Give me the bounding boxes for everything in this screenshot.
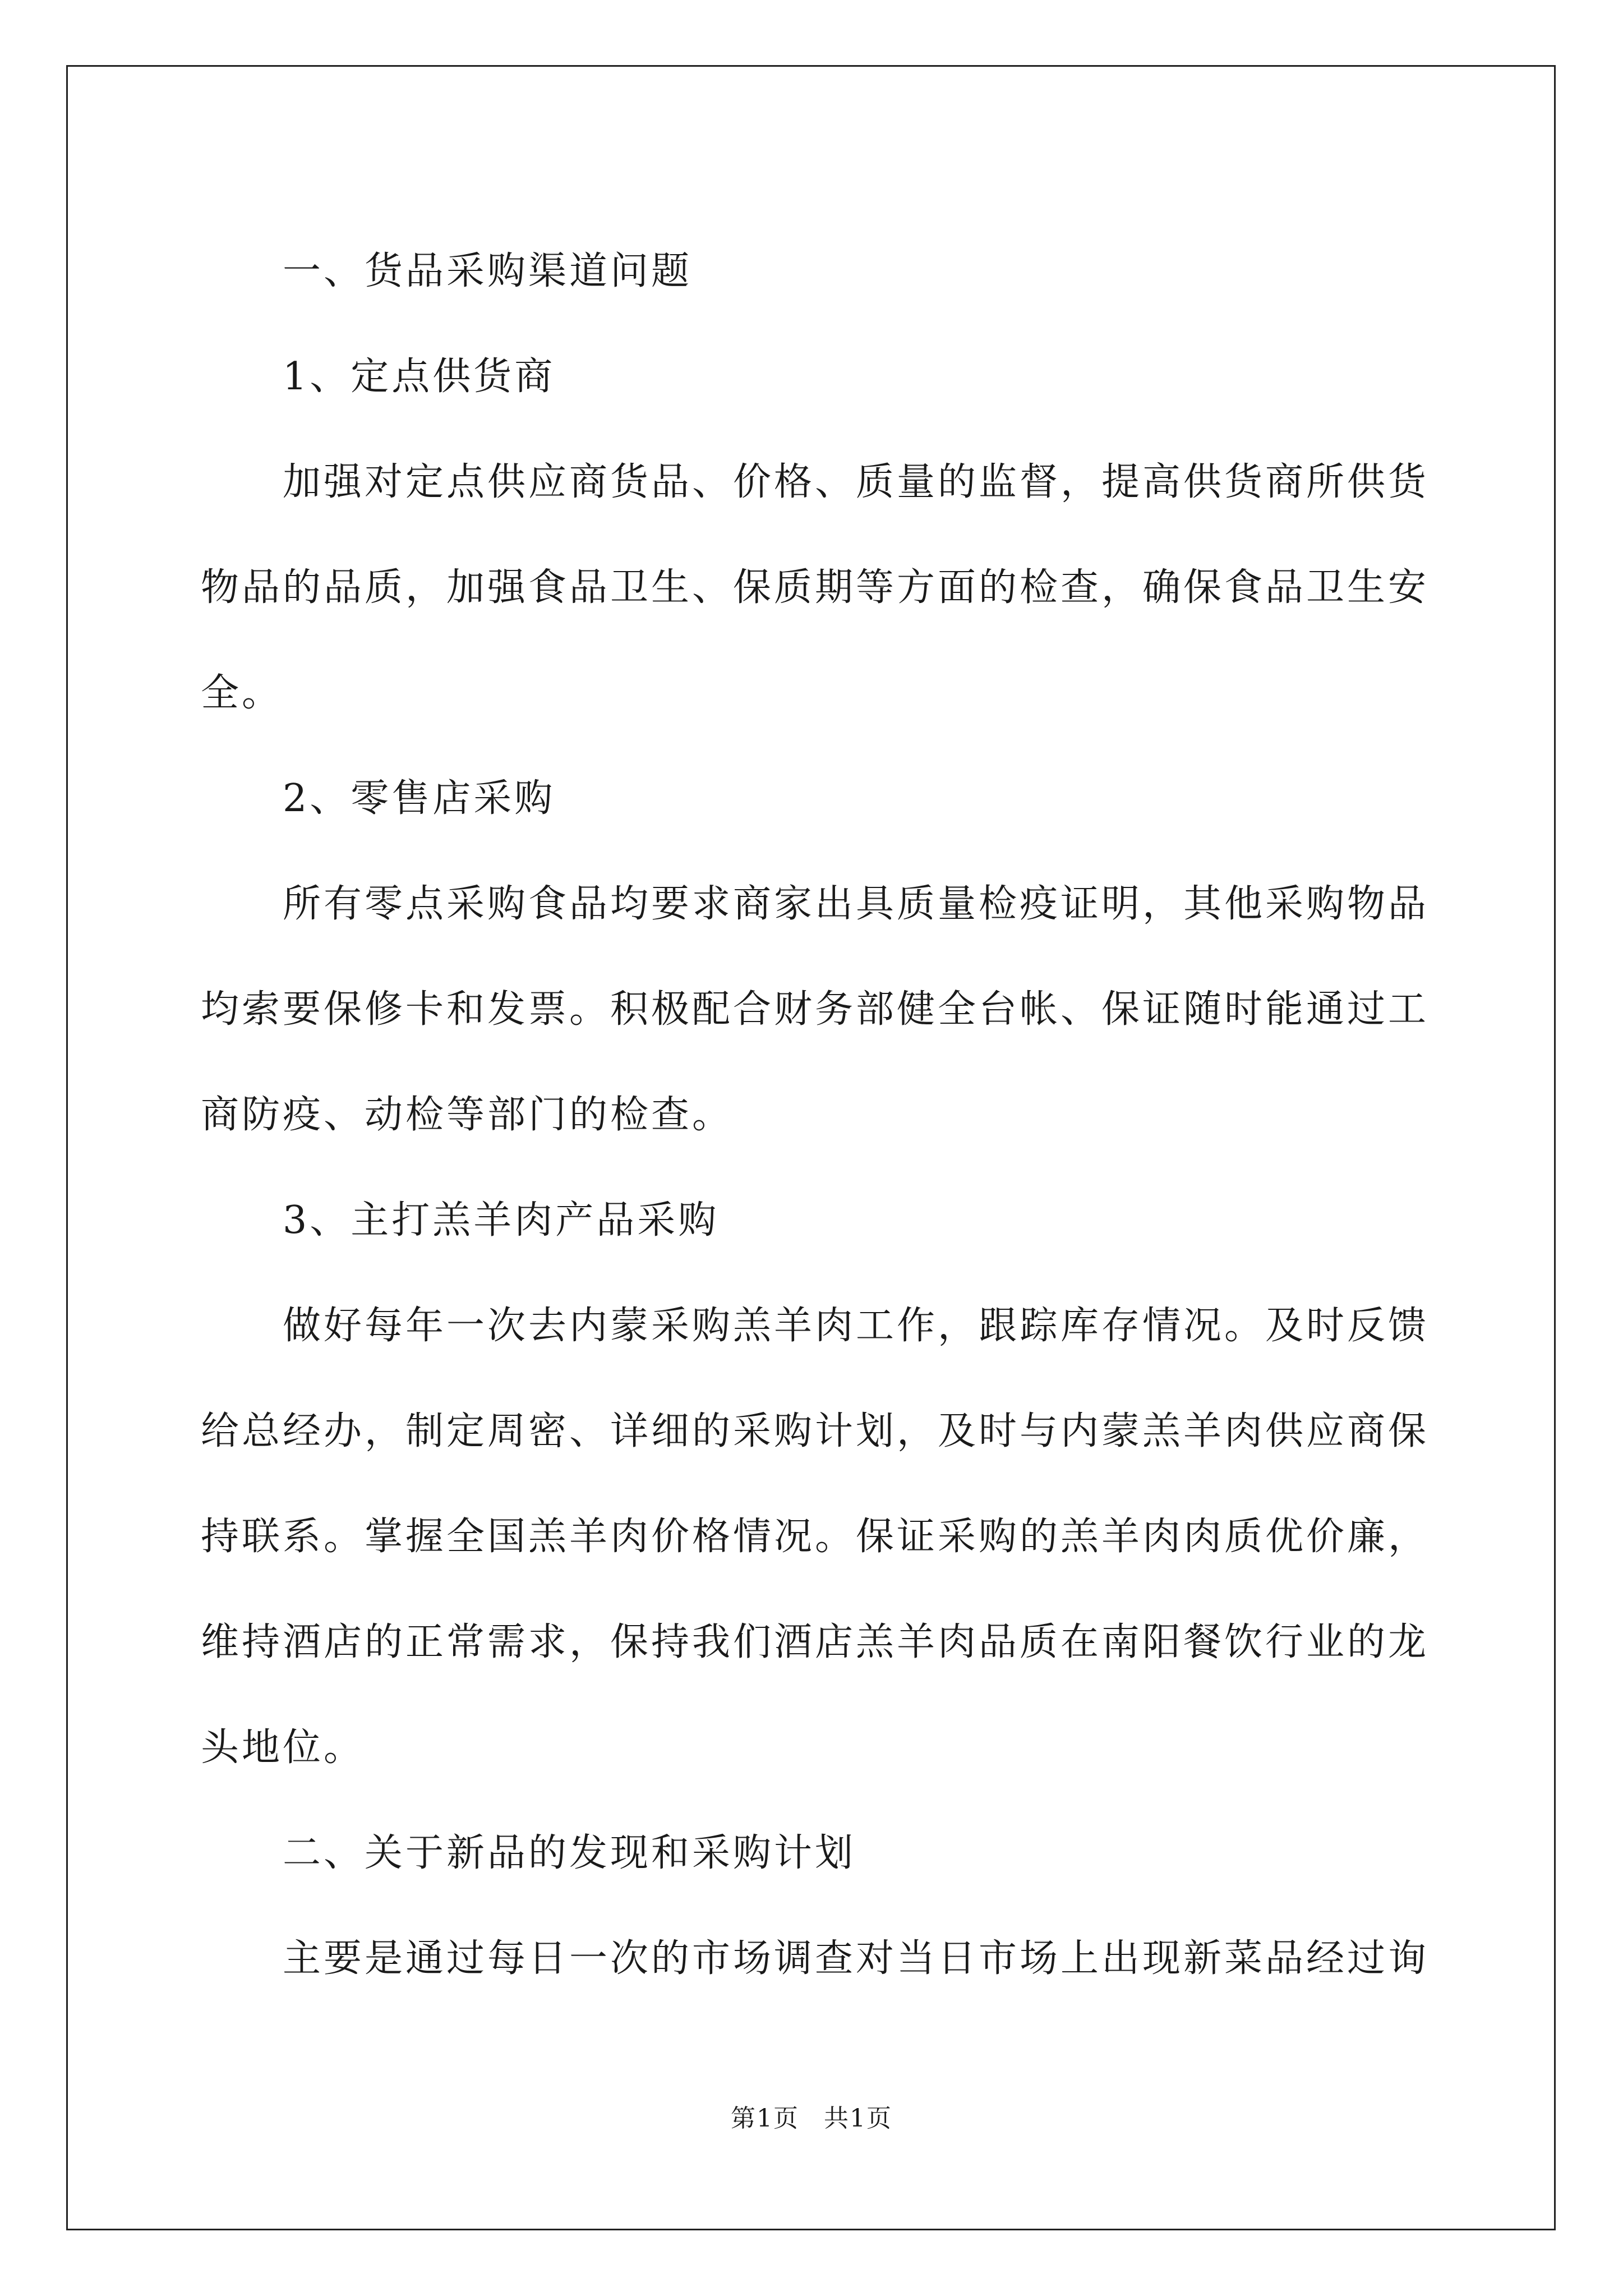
section-heading-new-products: 二、关于新品的发现和采购计划 bbox=[283, 1831, 856, 1875]
paragraph-lamb-purchasing: 做好每年一次去内蒙采购羔羊肉工作，跟踪库存情况。及时反馈给总经办，制定周密、详细的采购计划，及时与内蒙羔羊肉供应商保持联系。掌握全国羔羊肉价格情况。保证采购的羔羊肉肉质优价廉，维持酒店的正常需求，保持我们酒店羔羊肉品质在南阳餐饮行业的龙头地位。 bbox=[201, 1304, 1430, 1770]
subheading-retail-purchasing: 2、零售店采购 bbox=[283, 776, 556, 821]
subheading-designated-suppliers: 1、定点供货商 bbox=[283, 355, 556, 399]
page-footer bbox=[0, 2098, 1623, 2134]
section-heading-procurement-channels: 一、货品采购渠道问题 bbox=[283, 249, 693, 293]
paragraph-retail-purchasing: 所有零点采购食品均要求商家出具质量检疫证明，其他采购物品均索要保修卡和发票。积极配合财务部健全台帐、保证随时能通过工商防疫、动检等部门的检查。 bbox=[201, 882, 1430, 1137]
paragraph-designated-suppliers: 加强对定点供应商货品、价格、质量的监督，提高供货商所供货物品的品质，加强食品卫生、保质期等方面的检查，确保食品卫生安全。 bbox=[201, 460, 1430, 715]
paragraph-new-products: 主要是通过每日一次的市场调查对当日市场上出现新菜品经过询 bbox=[283, 1936, 1430, 1981]
subheading-lamb-purchasing: 3、主打羔羊肉产品采购 bbox=[283, 1198, 720, 1243]
document-body bbox=[201, 219, 1429, 2012]
page-number: 第1页 bbox=[731, 2104, 799, 2133]
page-total: 共1页 bbox=[824, 2104, 892, 2133]
